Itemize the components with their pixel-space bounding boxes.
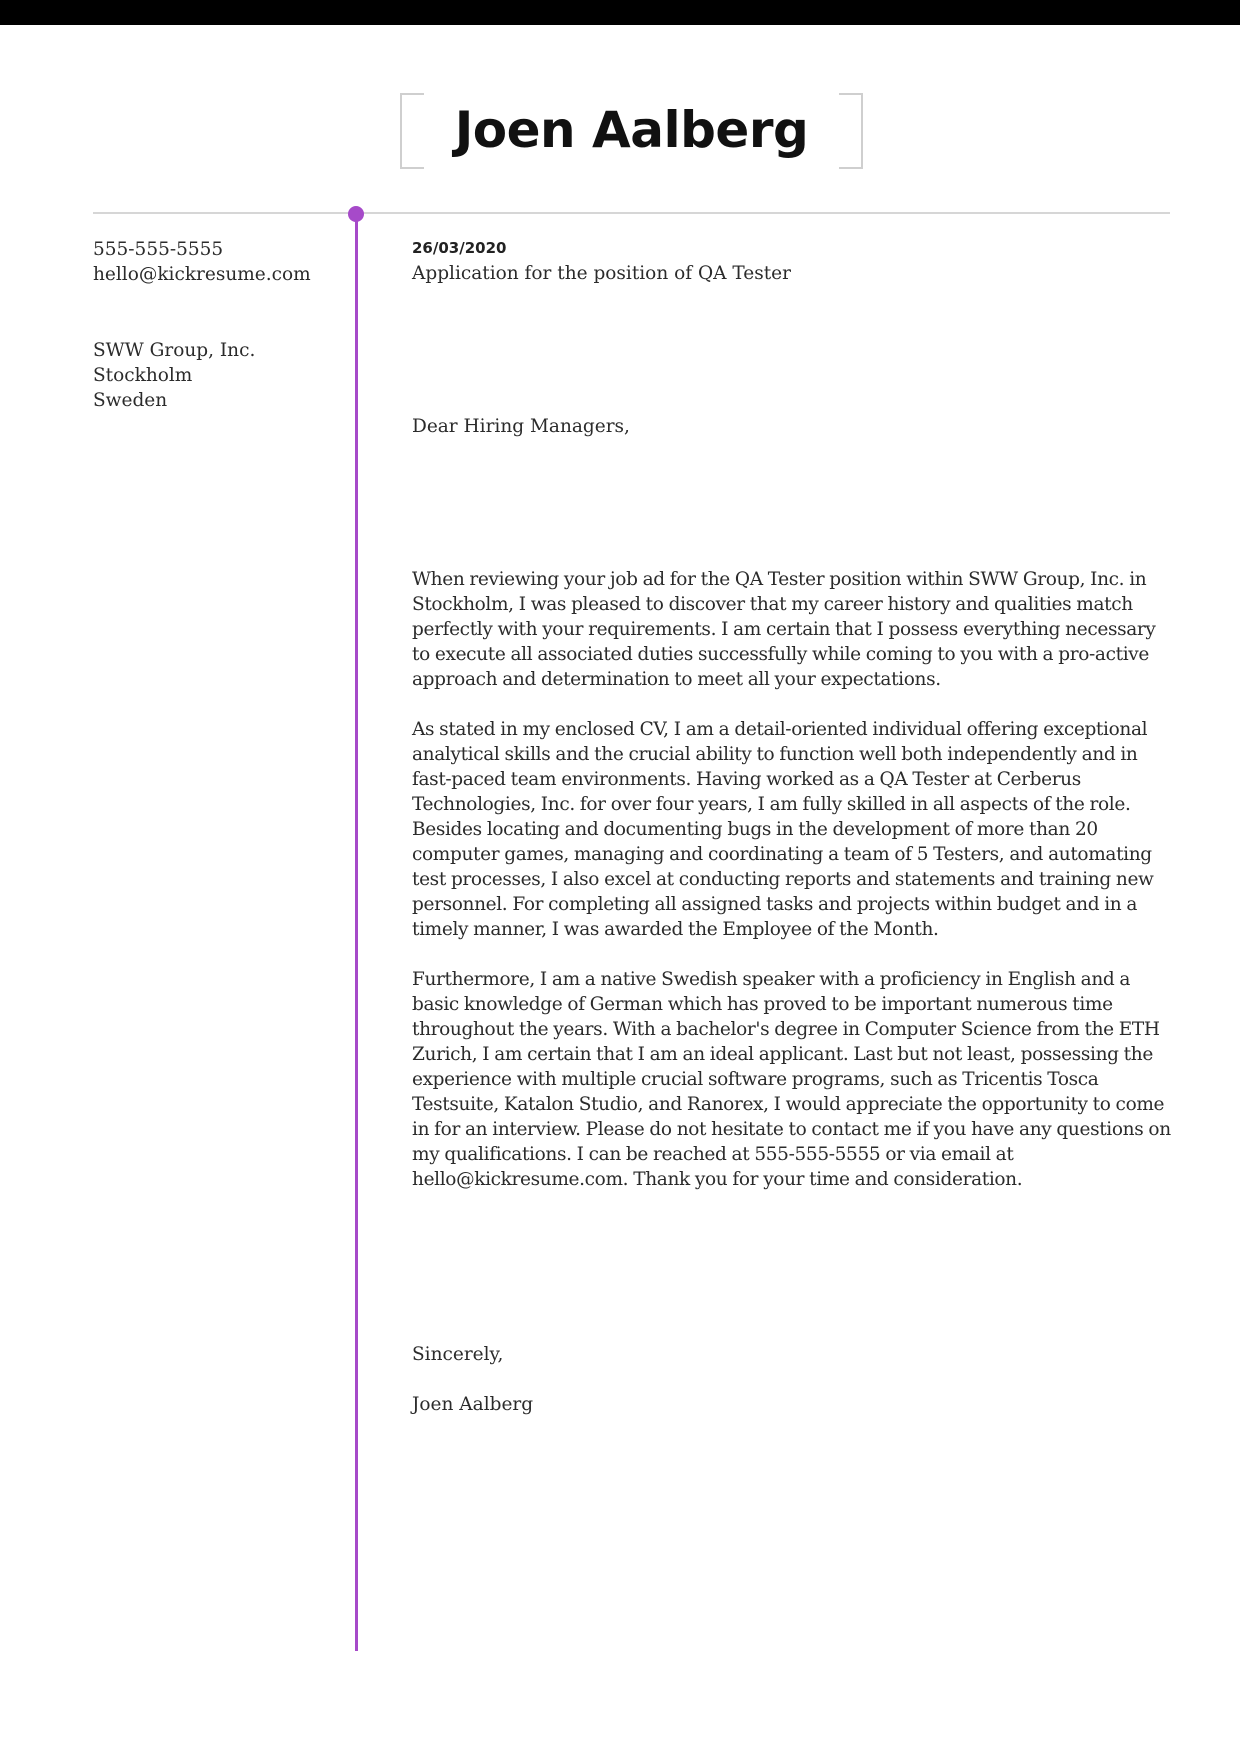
top-bar <box>0 0 1240 25</box>
contact-phone: 555-555-5555 <box>93 239 224 260</box>
paragraph-intro: When reviewing your job ad for the QA Tester position within SWW Group, Inc. in Stockholm, I was pleased to discover that my career history and qualities match perfectly with your requirements. I am certain that I possess everything necessary to execute all associated duties successfully while coming to you with a pro-active approach and determination to meet all your expectations. <box>412 569 1156 690</box>
recipient-company: SWW Group, Inc. <box>93 340 256 361</box>
contact-email: hello@kickresume.com <box>93 264 311 285</box>
name-header <box>400 93 863 167</box>
paragraph-qualifications: Furthermore, I am a native Swedish speaker with a proficiency in English and a basic knowledge of German which has proved to be important numerous time throughout the years. With a bachelor's degree in Computer Science from the ETH Zurich, I am certain that I am an ideal applicant. Last but not least, possessing the experience with multiple crucial software programs, such as Tricentis Tosca Testsuite, Katalon Studio, and Ranorex, I would appreciate the opportunity to come in for an interview. Please do not hesitate to contact me if you have any questions on my qualifications. I can be reached at 555-555-5555 or via email at hello@kickresume.com. Thank you for your time and consideration. <box>412 969 1171 1190</box>
vertical-accent-line <box>355 214 358 1651</box>
accent-dot <box>348 206 364 222</box>
signature-name: Joen Aalberg <box>412 1394 534 1415</box>
sidebar <box>93 237 343 413</box>
letter-body <box>412 237 1172 1417</box>
paragraph-experience: As stated in my enclosed CV, I am a detail-oriented individual offering exceptional analytical skills and the crucial ability to function well both independently and in fast-paced team environments. Having worked as a QA Tester at Cerberus Technologies, Inc. for over four years, I am fully skilled in all aspects of the role. Besides locating and documenting bugs in the development of more than 20 computer games, managing and coordinating a team of 5 Testers, and automating test processes, I also excel at conducting reports and statements and training new personnel. For completing all assigned tasks and projects within budget and in a timely manner, I was awarded the Employee of the Month. <box>412 719 1154 940</box>
letter-date: 26/03/2020 <box>412 239 507 257</box>
horizontal-divider <box>93 212 1170 214</box>
applicant-name: Joen Aalberg <box>454 101 809 159</box>
recipient-city: Stockholm <box>93 365 193 386</box>
closing: Sincerely, <box>412 1344 504 1365</box>
salutation: Dear Hiring Managers, <box>412 416 630 437</box>
letter-subject: Application for the position of QA Tester <box>412 263 791 284</box>
recipient-country: Sweden <box>93 390 168 411</box>
